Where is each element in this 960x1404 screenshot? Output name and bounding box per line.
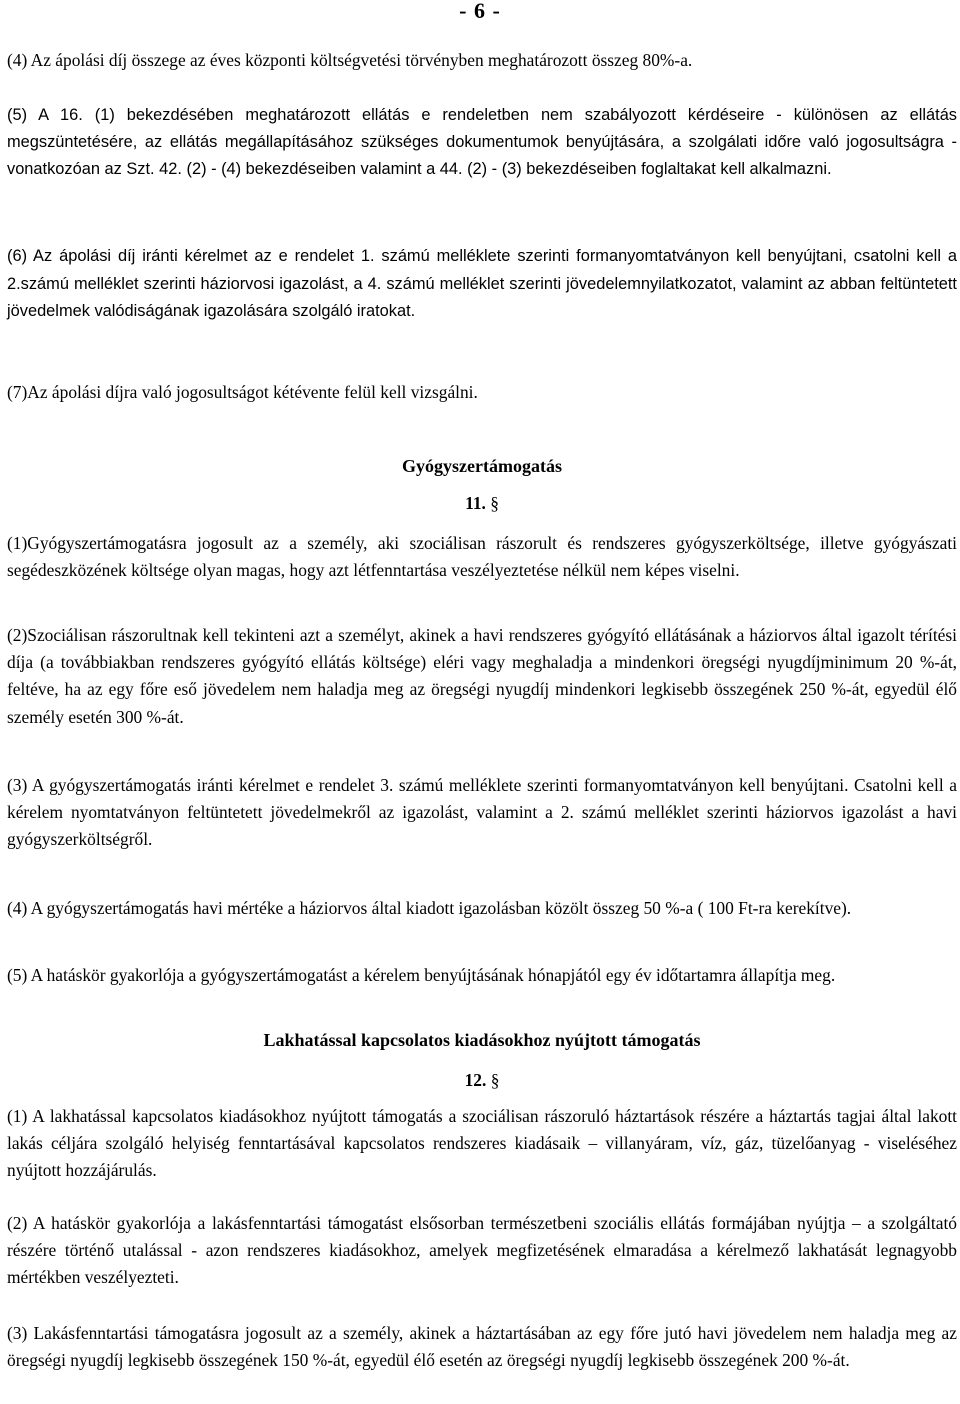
section-sign: § xyxy=(490,1070,500,1090)
gyogyszer-paragraph-2: (2)Szociálisan rászorultnak kell tekinteni azt a személyt, akinek a havi rendszeres gyógyító ellátásának a háziorvos által igazolt térítési díja (a továbbiakban rendszeres gyógyító ellátás költsége) eléri vagy meghaladja a mindenkori öregségi nyugdíjminimum 20 %-át, feltéve, ha az egy főre eső jövedelem nem haladja meg az öregségi nyugdíj mindenkori legkisebb összegének 250 %-át, egyedül élő személy esetén 300 %-át. xyxy=(7,625,957,727)
gyogyszer-paragraph-5: (5) A hatáskör gyakorlója a gyógyszertámogatást a kérelem benyújtásának hónapjától egy év időtartamra állapítja meg. xyxy=(7,965,836,985)
gyogyszer-paragraph-3: (3) A gyógyszertámogatás iránti kérelmet e rendelet 3. számú melléklete szerinti formanyomtatványon kell benyújtani. Csatolni kell a kérelem nyomtatványon feltüntetett jövedelmekről az igazolást, valamint a 2. számú melléklet szerinti háziorvos igazolást a havi gyógyszerköltségről. xyxy=(7,775,957,850)
lakhatas-paragraph-1: (1) A lakhatással kapcsolatos kiadásokhoz nyújtott támogatás a szociálisan rászoruló háztartások részére a háztartás tagjai által lakott lakás céljára szolgáló helyiség fenntartásával kapcsolatos rendszeres kiadásaik – villanyáram, víz, gáz, tüzelőanyag - viseléséhez nyújtott hozzájárulás. xyxy=(7,1106,957,1181)
paragraph-7: (7)Az ápolási díjra való jogosultságot kétévente felül kell vizsgálni. xyxy=(7,382,478,402)
gyogyszer-paragraph-4: (4) A gyógyszertámogatás havi mértéke a háziorvos által kiadott igazolásban közölt összeg 50 %-a ( 100 Ft-ra kerekítve). xyxy=(7,898,852,918)
paragraph-5: (5) A 16. (1) bekezdésében meghatározott ellátás e rendeletben nem szabályozott kérdéseire - különösen az ellátás megszüntetésére, az ellátás megállapításához szükséges dokumentumok benyújtására, a szolgálati időre való jogosultságra - vonatkozóan az Szt. 42. (2) - (4) bekezdéseiben valamint a 44. (2) - (3) bekezdéseiben foglaltakat kell alkalmazni. xyxy=(7,106,957,179)
section-number-12: 12. § xyxy=(464,1070,500,1090)
lakhatas-paragraph-2: (2) A hatáskör gyakorlója a lakásfenntartási támogatást elsősorban természetbeni szociális ellátás formájában nyújtja – a szolgáltató részére történő utalással - azon rendszeres kiadásokhoz, amelyek megfizetésének elmaradása a kérelmező lakhatását legnagyobb mértékben veszélyezteti. xyxy=(7,1213,957,1288)
section-sign: § xyxy=(490,493,499,513)
lakhatas-paragraph-3: (3) Lakásfenntartási támogatásra jogosult az a személy, akinek a háztartásában az egy főre jutó havi jövedelem nem haladja meg az öregségi nyugdíj legkisebb összegének 150 %-át, egyedül élő esetén az öregségi nyugdíj legkisebb összegének 200 %-át. xyxy=(7,1323,957,1371)
section-heading-gyogyszer: Gyógyszertámogatás xyxy=(402,456,562,476)
paragraph-6: (6) Az ápolási díj iránti kérelmet az e rendelet 1. számú melléklete szerinti formanyomtatványon kell benyújtani, csatolni kell a 2.számú melléklet szerinti háziorvosi igazolást, a 4. számú melléklet szerinti jövedelemnyilatkozatot, valamint az abban feltüntetett jövedelmek valódiságának igazolására szolgáló iratokat. xyxy=(7,247,957,320)
section-number-11: 11. § xyxy=(465,493,499,513)
page-number: - 6 - xyxy=(459,0,501,23)
section-heading-lakhatas: Lakhatással kapcsolatos kiadásokhoz nyújtott támogatás xyxy=(263,1030,701,1050)
gyogyszer-paragraph-1: (1)Gyógyszertámogatásra jogosult az a személy, aki szociálisan rászorult és rendszeres gyógyszerköltsége, illetve gyógyászati segédeszközének költsége olyan magas, hogy azt létfenntartása veszélyeztetése nélkül nem képes viselni. xyxy=(7,533,957,581)
paragraph-4: (4) Az ápolási díj összege az éves központi költségvetési törvényben meghatározott összeg 80%-a. xyxy=(7,50,693,70)
